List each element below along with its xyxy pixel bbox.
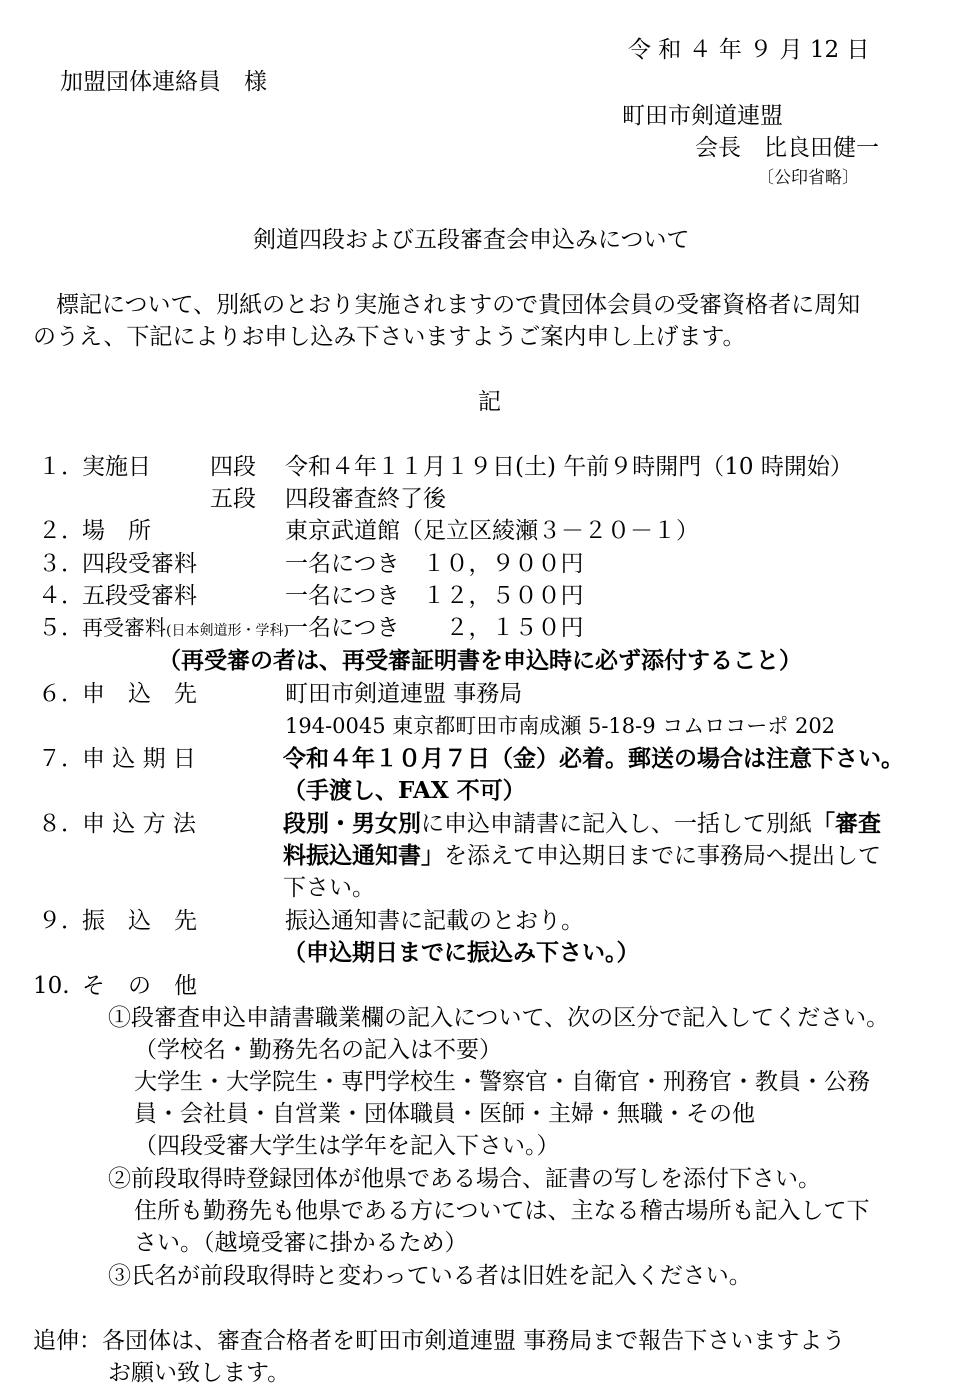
item-10-note-3: ③氏名が前段取得時と変わっている者は旧姓を記入ください。 — [108, 1263, 752, 1289]
item-3-number: ３． — [38, 551, 84, 577]
item-4-value: 一名につき １２，５００円 — [285, 583, 584, 609]
item-8-bold-2: 「審査 — [812, 810, 881, 837]
postscript-line-1: 追伸：各団体は、審査合格者を町田市剣道連盟 事務局まで報告下さいますよう — [33, 1328, 846, 1354]
seal-note: 〔公印省略〕 — [757, 168, 859, 188]
item-5-label-main: 再受審料 — [82, 616, 166, 640]
item-9-note: （申込期日までに振込み下さい。） — [283, 939, 640, 966]
item-3-value: 一名につき １０，９００円 — [285, 551, 584, 577]
item-1-number: １． — [38, 454, 84, 480]
item-10-label: そ の 他 — [82, 973, 197, 999]
item-4-label: 五段受審料 — [82, 583, 197, 609]
sender-org: 町田市剣道連盟 — [622, 103, 783, 129]
item-2-label: 場 所 — [82, 518, 151, 544]
item-10-note-1b: 大学生・大学院生・専門学校生・警察官・自衛官・刑務官・教員・公務 — [134, 1069, 870, 1095]
item-8-line-3: 下さい。 — [283, 875, 375, 901]
item-6-value: 町田市剣道連盟 事務局 — [285, 681, 523, 707]
item-8-text-2: を添えて申込期日までに事務局へ提出して — [444, 843, 881, 869]
item-6-number: ６． — [38, 681, 84, 707]
item-10-note-1a: （学校名・勤務先名の記入は不要） — [134, 1037, 502, 1063]
item-8-text-1: に申込申請書に記入し、一括して別紙 — [421, 811, 812, 837]
item-9-number: ９． — [38, 908, 84, 934]
item-10-note-2b: さい。（越境受審に掛かるため） — [134, 1230, 468, 1256]
item-7-number: ７． — [38, 746, 84, 772]
item-5-label — [82, 612, 289, 647]
recipient: 加盟団体連絡員 様 — [60, 69, 267, 95]
item-1-value-godan: 四段審査終了後 — [285, 486, 446, 512]
item-2-value: 東京武道館（足立区綾瀬３－２０－１） — [285, 518, 699, 544]
item-8-bold-3: 料振込通知書」 — [283, 842, 444, 869]
item-9-label: 振 込 先 — [82, 908, 197, 934]
item-2-number: ２． — [38, 518, 84, 544]
item-10-note-2: ②前段取得時登録団体が他県である場合、証書の写しを添付下さい。 — [108, 1166, 821, 1192]
item-10-note-1c: 員・会社員・自営業・団体職員・医師・主婦・無職・その他 — [134, 1101, 755, 1127]
item-10-note-1: ①段審査申込申請書職業欄の記入について、次の区分で記入してください。 — [108, 1005, 890, 1031]
item-7-label: 申 込 期 日 — [82, 746, 196, 772]
item-7-value: 令和４年１０月７日（金）必着。郵送の場合は注意下さい。 — [283, 745, 904, 772]
item-5-label-small: (日本剣道形・学科) — [166, 623, 289, 639]
item-6-label: 申 込 先 — [82, 681, 197, 707]
item-1-sub-yondan: 四段 — [210, 454, 256, 480]
ki-heading: 記 — [478, 389, 501, 415]
item-8-bold-1: 段別・男女別 — [283, 810, 421, 837]
item-8-label: 申 込 方 法 — [82, 811, 196, 837]
item-1-label: 実施日 — [82, 454, 151, 480]
postscript-line-2: お願い致します。 — [108, 1360, 291, 1386]
item-5-value: 一名につき ２，１５０円 — [285, 615, 584, 641]
sender-name: 会長 比良田健一 — [695, 135, 879, 161]
item-8-line-2 — [283, 840, 881, 872]
document-date: 令 和 ４ 年 ９ 月 12 日 — [628, 37, 870, 63]
item-10-number: 10. — [33, 973, 70, 999]
document-title: 剣道四段および五段審査会申込みについて — [253, 227, 690, 253]
item-6-address: 194-0045 東京都町田市南成瀬 5-18-9 コムロコーポ 202 — [285, 714, 836, 738]
item-1-value-yondan: 令和４年１１月１９日(土) 午前９時開門（10 時開始） — [285, 454, 853, 480]
item-9-value: 振込通知書に記載のとおり。 — [285, 908, 584, 934]
item-4-number: ４． — [38, 583, 84, 609]
item-1-sub-godan: 五段 — [210, 486, 256, 512]
item-10-note-1d: （四段受審大学生は学年を記入下さい。） — [134, 1133, 560, 1159]
item-7-note: （手渡し、FAX 不可） — [283, 777, 526, 804]
item-8-line-1 — [283, 808, 881, 840]
intro-line-1: 標記について、別紙のとおり実施されますので貴団体会員の受審資格者に周知 — [56, 292, 861, 318]
intro-line-2: のうえ、下記によりお申し込み下さいますようご案内申し上げます。 — [33, 324, 746, 350]
item-3-label: 四段受審料 — [82, 551, 197, 577]
item-10-note-2a: 住所も勤務先も他県である方については、主なる稽古場所も記入して下 — [134, 1198, 870, 1224]
item-5-note: （再受審の者は、再受審証明書を申込時に必ず添付すること） — [158, 647, 802, 674]
item-8-number: ８． — [38, 811, 84, 837]
item-5-number: ５． — [38, 615, 84, 641]
